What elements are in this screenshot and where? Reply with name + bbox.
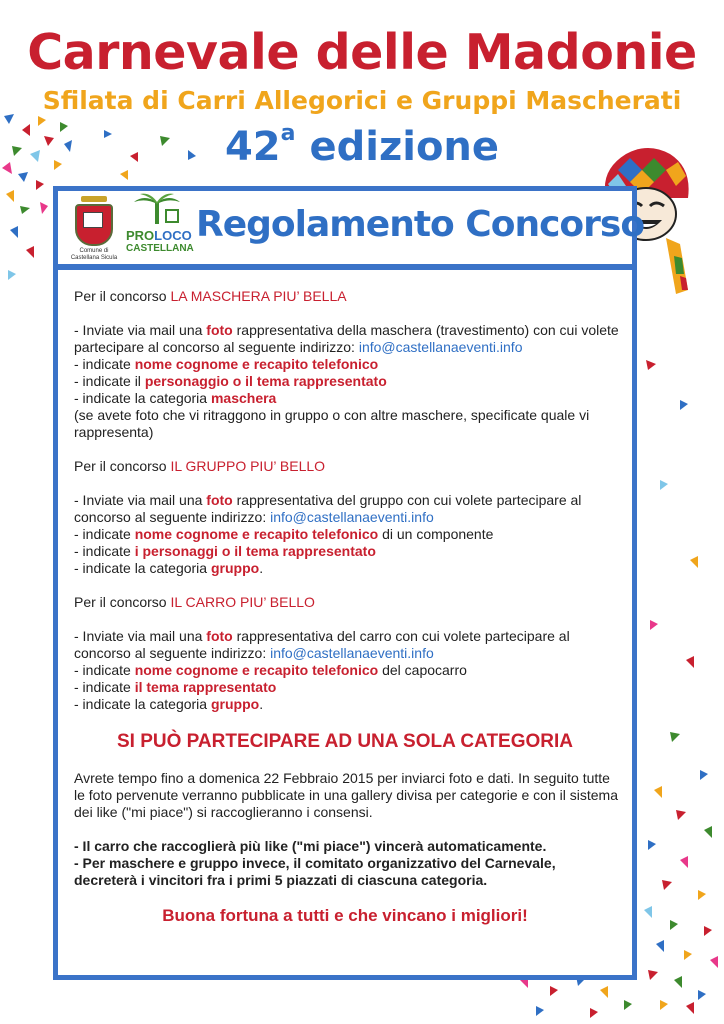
edition-number: 42 bbox=[224, 124, 281, 170]
carro-line4: - indicate la categoria gruppo. bbox=[74, 696, 264, 712]
crest-shield-icon bbox=[75, 204, 113, 246]
header-separator bbox=[53, 264, 637, 270]
deadline-section bbox=[74, 770, 622, 889]
maschera-highlight: LA MASCHERA PIU’ BELLA bbox=[170, 288, 347, 304]
palm-tree-icon bbox=[130, 192, 184, 224]
crest-crown-icon bbox=[81, 196, 107, 202]
email-link[interactable]: info@castellanaeventi.info bbox=[358, 339, 523, 355]
sola-categoria-heading: SI PUÒ PARTECIPARE AD UNA SOLA CATEGORIA bbox=[116, 731, 574, 752]
carro-line2: - indicate nome cognome e recapito telefonico del capocarro bbox=[74, 662, 467, 678]
comune-caption bbox=[70, 248, 118, 262]
maschera-line3: - indicate il personaggio o il tema rappresentato bbox=[74, 373, 387, 389]
proloco-name bbox=[126, 228, 192, 243]
gruppo-line4: - indicate la categoria gruppo. bbox=[74, 560, 264, 576]
email-link[interactable]: info@castellanaeventi.info bbox=[270, 645, 434, 661]
gruppo-intro: Per il concorso IL GRUPPO PIU’ BELLO bbox=[74, 458, 326, 474]
deadline-text: Avrete tempo fino a domenica 22 Febbraio 2015 per inviarci foto e dati. In seguito tutte le foto pervenute verranno pubblicate in una gallery divisa per categorie e con il sistema dei like ("mi piace") si raccoglieranno i consensi. bbox=[74, 770, 618, 820]
edition-superscript: a bbox=[280, 120, 296, 146]
maschera-line2: - indicate nome cognome e recapito telefonico bbox=[74, 356, 379, 372]
email-link[interactable]: info@castellanaeventi.info bbox=[270, 509, 434, 525]
maschera-line1: - Inviate via mail una foto rappresentativa della maschera (travestimento) con cui volete partecipare al concorso al seguente indirizzo: info@castellanaeventi.info bbox=[74, 322, 619, 355]
regolamento-title: Regolamento Concorso bbox=[196, 204, 645, 245]
rule-carro: - Il carro che raccoglierà più like ("mi piace") vincerà automaticamente. bbox=[74, 838, 547, 854]
carro-line3: - indicate il tema rappresentato bbox=[74, 679, 277, 695]
confetti-right bbox=[640, 360, 724, 1020]
proloco-loco: LOCO bbox=[154, 228, 192, 243]
comune-caption-line2: Castellana Sicula bbox=[70, 255, 118, 261]
rule-maschere: - Per maschere e gruppo invece, il comitato organizzativo del Carnevale, decreterà i vincitori fra i primi 5 piazzati di ciascuna categoria. bbox=[74, 855, 556, 888]
comune-crest-logo bbox=[70, 196, 118, 261]
gruppo-line1: - Inviate via mail una foto rappresentativa del gruppo con cui volete partecipare al concorso al seguente indirizzo: info@castellanaeventi.info bbox=[74, 492, 582, 525]
gruppo-highlight: IL GRUPPO PIU’ BELLO bbox=[170, 458, 326, 474]
maschera-intro: Per il concorso LA MASCHERA PIU’ BELLA bbox=[74, 288, 347, 304]
carro-line1: - Inviate via mail una foto rappresentativa del carro con cui volete partecipare al concorso al seguente indirizzo: info@castellanaeventi.info bbox=[74, 628, 570, 661]
poster-subtitle: Sfilata di Carri Allegorici e Gruppi Mascherati bbox=[42, 86, 682, 115]
proloco-logo bbox=[126, 192, 194, 256]
maschera-line4: - indicate la categoria maschera bbox=[74, 390, 277, 406]
carro-highlight: IL CARRO PIU’ BELLO bbox=[170, 594, 315, 610]
edition-word: edizione bbox=[309, 124, 500, 170]
gruppo-line2: - indicate nome cognome e recapito telefonico di un componente bbox=[74, 526, 494, 542]
closing-message: Buona fortuna a tutti e che vincano i migliori! bbox=[162, 906, 528, 925]
proloco-castellana: CASTELLANA bbox=[126, 243, 194, 254]
poster-title: Carnevale delle Madonie bbox=[27, 24, 697, 81]
rules-content bbox=[74, 288, 622, 713]
comune-caption-line1: Comune di bbox=[79, 248, 109, 254]
carro-intro: Per il concorso IL CARRO PIU’ BELLO bbox=[74, 594, 315, 610]
gruppo-line3: - indicate i personaggi o il tema rappresentato bbox=[74, 543, 376, 559]
maschera-line5: (se avete foto che vi ritraggono in gruppo o con altre maschere, specificate quale vi rappresenta) bbox=[74, 407, 590, 440]
proloco-pro: PRO bbox=[126, 228, 155, 243]
